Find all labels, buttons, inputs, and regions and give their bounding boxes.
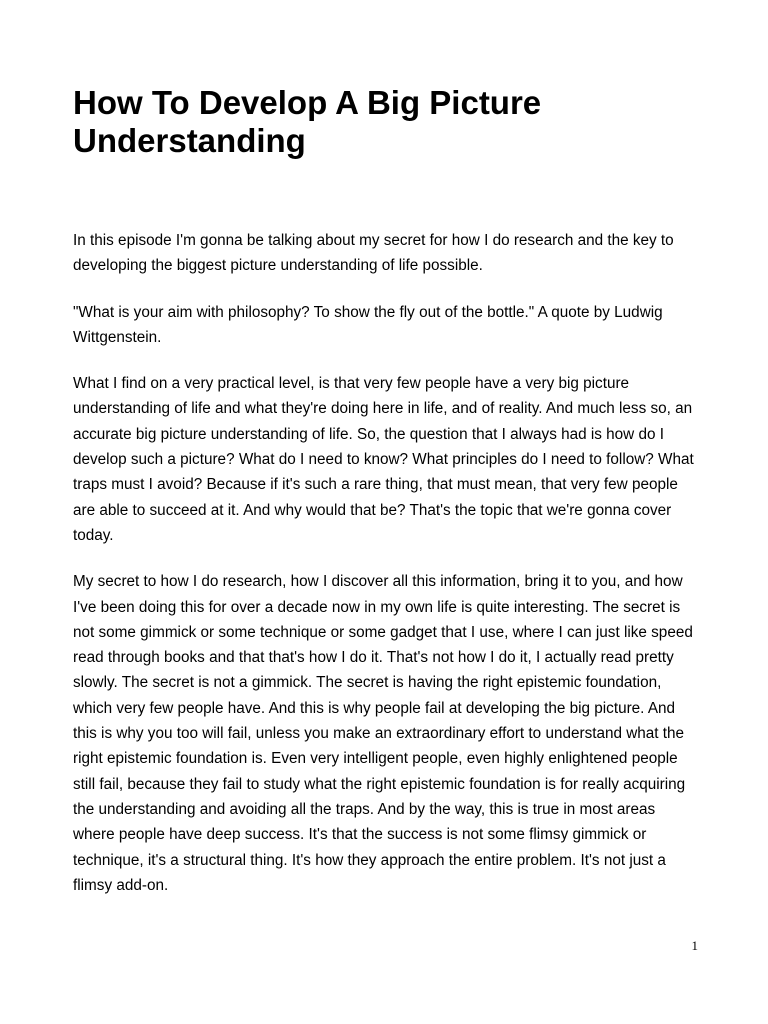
document-title: How To Develop A Big Picture Understanding <box>73 84 542 159</box>
paragraph-intro: In this episode I'm gonna be talking about my secret for how I do research and the key to developing the biggest picture understanding of life possible. <box>73 232 674 275</box>
document-body <box>73 228 699 919</box>
paragraph-research-secret: My secret to how I do research, how I discover all this information, bring it to you, and how I've been doing this for over a decade now in my own life is quite interesting. The secret is not some gimmick or some technique or some gadget that I use, where I can just like speed read through books and that that's how I do it. That's not how I do it, I actually read pretty slowly. The secret is not a gimmick. The secret is having the right epistemic foundation, which very few people have. And this is why people fail at developing the big picture. And this is why you too will fail, unless you make an extraordinary effort to understand what the right epistemic foundation is. Even very intelligent people, even highly enlightened people still fail, because they fail to study what the right epistemic foundation is for really acquiring the understanding and avoiding all the traps. And by the way, this is true in most areas where people have deep success. It's that the success is not some flimsy gimmick or technique, it's a structural thing. It's how they approach the entire problem. It's not just a flimsy add-on. <box>73 573 693 894</box>
page-number: 1 <box>691 938 698 953</box>
paragraph-quote: "What is your aim with philosophy? To show the fly out of the bottle." A quote by Ludwig Wittgenstein. <box>73 303 663 346</box>
paragraph-practical-level: What I find on a very practical level, is that very few people have a very big picture understanding of life and what they're doing here in life, and of reality. And much less so, an accurate big picture understanding of life. So, the question that I always had is how do I develop such a picture? What do I need to know? What principles do I need to follow? What traps must I avoid? Because if it's such a rare thing, that must mean, that very few people are able to succeed at it. And why would that be? That's the topic that we're gonna cover today. <box>73 375 694 544</box>
